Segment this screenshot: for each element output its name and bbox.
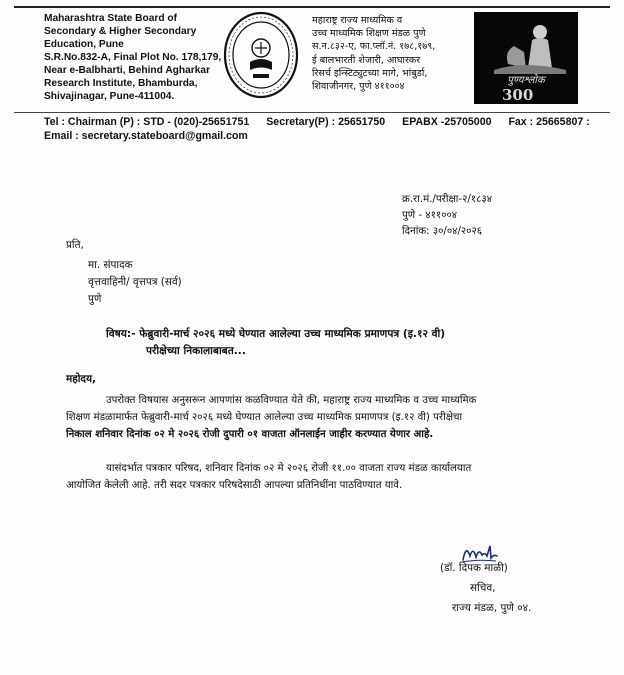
epabx-number: EPABX -25705000 xyxy=(402,116,492,128)
recipient-line: पुणे xyxy=(88,293,102,305)
reference-number: क्र.रा.मं./परीक्षा-२/१८३४ xyxy=(402,194,492,205)
paragraph-line: निकाल शनिवार दिनांक ०२ मे २०२६ रोजी दुपारी ०१ वाजता ऑनलाईन जाहीर करण्यात येणार आहे. xyxy=(66,429,434,441)
board-mr-line: ई बालभारती शेजारी, आघारकर xyxy=(312,54,421,66)
paragraph-line: शिक्षण मंडळामार्फत फेब्रुवारी-मार्च २०२६ मध्ये घेण्यात आलेल्या उच्च माध्यमिक प्रमाणपत्र (इ.१२ वी) परीक्षेचा xyxy=(66,412,463,424)
board-name-english xyxy=(44,12,222,103)
body-paragraph-2 xyxy=(66,460,574,494)
board-en-line: Secondary & Higher Secondary xyxy=(44,26,197,37)
reference-city: पुणे - ४११००४ xyxy=(402,210,458,221)
contact-line xyxy=(44,116,604,128)
board-en-line: Near e-Balbharti, Behind Agharkar xyxy=(44,65,211,76)
subject-line: परीक्षेच्या निकालाबाबत... xyxy=(146,345,246,357)
subject-block xyxy=(106,326,445,360)
email-line: Email : secretary.stateboard@gmail.com xyxy=(44,130,248,142)
paragraph-line: उपरोक्त विषयास अनुसरून आपणांस कळविण्यात येते की, महाराष्ट्र राज्य माध्यमिक व उच्च माध्यमिक xyxy=(106,395,477,406)
board-en-line: S.R.No.832-A, Final Plot No. 178,179, xyxy=(44,52,222,63)
board-seal-logo xyxy=(222,10,300,100)
badge-number: 300 xyxy=(502,86,534,104)
paragraph-line: आयोजित केलेली आहे. तरी सदर पत्रकार परिषदेसाठी आपल्या प्रतिनिधींना पाठविण्यात यावे. xyxy=(66,480,403,492)
board-name-marathi xyxy=(312,14,472,93)
signatory-title: सचिव, xyxy=(470,582,496,594)
signatory-name: (डॉ. दिपक माळी) xyxy=(440,562,508,574)
board-en-line: Research Institute, Bhamburda, xyxy=(44,78,198,89)
board-mr-line: महाराष्ट्र राज्य माध्यमिक व xyxy=(312,15,403,26)
reference-date: दिनांक: ३०/०४/२०२६ xyxy=(402,226,483,237)
reference-block xyxy=(402,192,492,240)
board-mr-line: स.न.८३२-ए, फा.प्लॉ.नं. १७८,१७९, xyxy=(312,41,436,53)
recipient-address xyxy=(88,257,182,308)
fax-number: Fax : 25665807 : xyxy=(508,116,590,128)
header-divider xyxy=(14,112,610,113)
chairman-phone: Tel : Chairman (P) : STD - (020)-25651751 xyxy=(44,116,250,128)
badge-caption: पुण्यश्लोक xyxy=(507,75,545,86)
board-mr-line: शिवाजीनगर, पुणे ४११००४ xyxy=(312,81,405,93)
recipient-line: मा. संपादक xyxy=(88,259,133,271)
board-en-line: Education, Pune xyxy=(44,39,124,50)
board-en-line: Maharashtra State Board of xyxy=(44,13,178,24)
paragraph-line: यासंदर्भात पत्रकार परिषद, शनिवार दिनांक ०२ मे २०२६ रोजी ११.०० वाजता राज्य मंडळ कार्यालयात xyxy=(106,463,472,474)
signatory-block xyxy=(440,558,531,618)
body-paragraph-1 xyxy=(66,392,574,444)
board-mr-line: उच्च माध्यमिक शिक्षण मंडळ पुणे xyxy=(312,28,426,40)
salutation: महोदय, xyxy=(66,373,96,385)
board-en-line: Shivajinagar, Pune-411004. xyxy=(44,91,175,102)
secretary-phone: Secretary(P) : 25651750 xyxy=(266,116,386,128)
subject-line: विषय:- फेब्रुवारी-मार्च २०२६ मध्ये घेण्यात आलेल्या उच्च माध्यमिक प्रमाणपत्र (इ.१२ वी) xyxy=(106,328,446,340)
board-mr-line: रिसर्च इन्स्टिट्युटच्या मागे, भांबुर्डा, xyxy=(312,67,428,79)
recipient-prefix: प्रति, xyxy=(66,239,84,251)
recipient-line: वृत्तवाहिनी/ वृत्तपत्र (सर्व) xyxy=(88,276,182,288)
signatory-office: राज्य मंडळ, पुणे ०४. xyxy=(452,602,532,614)
anniversary-badge xyxy=(474,12,578,104)
